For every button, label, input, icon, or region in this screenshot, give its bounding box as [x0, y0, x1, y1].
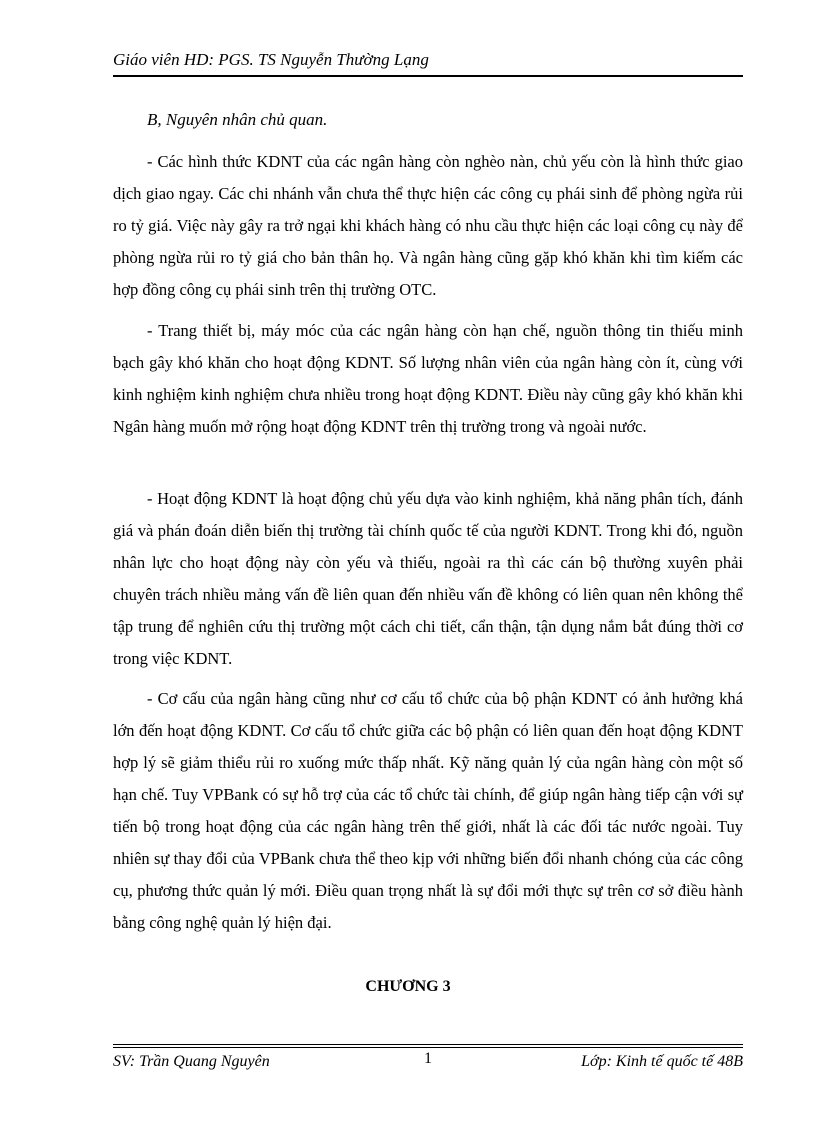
chapter-title: CHƯƠNG 3	[365, 978, 451, 995]
paragraph-2: - Trang thiết bị, máy móc của các ngân hàng còn hạn chế, nguồn thông tin thiếu minh bạch gây khó khăn cho hoạt động KDNT. Số lượng nhân viên của ngân hàng còn ít, cùng với kinh nghiệm kinh nghiệm chưa nhiều trong hoạt động KDNT. Điều này cũng gây khó khăn khi Ngân hàng muốn mở rộng hoạt động KDNT trên thị trường trong và ngoài nước.	[113, 321, 743, 436]
page-number: 1	[424, 1050, 432, 1067]
footer-student: SV: Trần Quang Nguyên	[113, 1053, 270, 1070]
footer-divider-secondary	[113, 1047, 743, 1048]
footer-class: Lớp: Kinh tế quốc tế 48B	[581, 1053, 743, 1070]
section-subheading: B, Nguyên nhân chủ quan.	[147, 110, 328, 129]
page-header: Giáo viên HD: PGS. TS Nguyễn Thường Lạng	[113, 50, 429, 69]
paragraph-3: - Hoạt động KDNT là hoạt động chủ yếu dựa vào kinh nghiệm, khả năng phân tích, đánh giá và phán đoán diễn biến thị trường tài chính quốc tế của người KDNT. Trong khi đó, nguồn nhân lực cho hoạt động này còn yếu và thiếu, ngoài ra thì các cán bộ thường xuyên phải chuyên trách nhiều mảng vấn đề liên quan đến nhiều vấn đề không có liên quan nên không thể tập trung để nghiên cứu thị trường một cách chi tiết, cẩn thận, tận dụng nắm bắt đúng thời cơ trong việc KDNT.	[113, 489, 743, 668]
header-divider	[113, 75, 743, 77]
footer-divider	[113, 1044, 743, 1045]
paragraph-4: - Cơ cấu của ngân hàng cũng như cơ cấu tổ chức của bộ phận KDNT có ảnh hưởng khá lớn đến hoạt động KDNT. Cơ cấu tổ chức giữa các bộ phận có liên quan đến hoạt động KDNT hợp lý sẽ giảm thiểu rủi ro xuống mức thấp nhất. Kỹ năng quản lý của ngân hàng còn một số hạn chế. Tuy VPBank có sự hỗ trợ của các tổ chức tài chính, để giúp ngân hàng tiếp cận với sự tiến bộ trong hoạt động của các ngân hàng trên thế giới, nhất là các đối tác nước ngoài. Tuy nhiên sự thay đổi của VPBank chưa thể theo kịp với những biến đổi nhanh chóng của các công cụ, phương thức quản lý mới. Điều quan trọng nhất là sự đổi mới thực sự trên cơ sở điều hành bằng công nghệ quản lý hiện đại.	[113, 689, 743, 932]
paragraph-1: - Các hình thức KDNT của các ngân hàng còn nghèo nàn, chủ yếu còn là hình thức giao dịch giao ngay. Các chi nhánh vẫn chưa thể thực hiện các công cụ phái sinh để phòng ngừa rủi ro tỷ giá. Việc này gây ra trở ngại khi khách hàng có nhu cầu thực hiện các loại công cụ này để phòng ngừa rủi ro tỷ giá cho bản thân họ. Và ngân hàng cũng gặp khó khăn khi tìm kiếm các hợp đồng công cụ phái sinh trên thị trường OTC.	[113, 152, 743, 299]
